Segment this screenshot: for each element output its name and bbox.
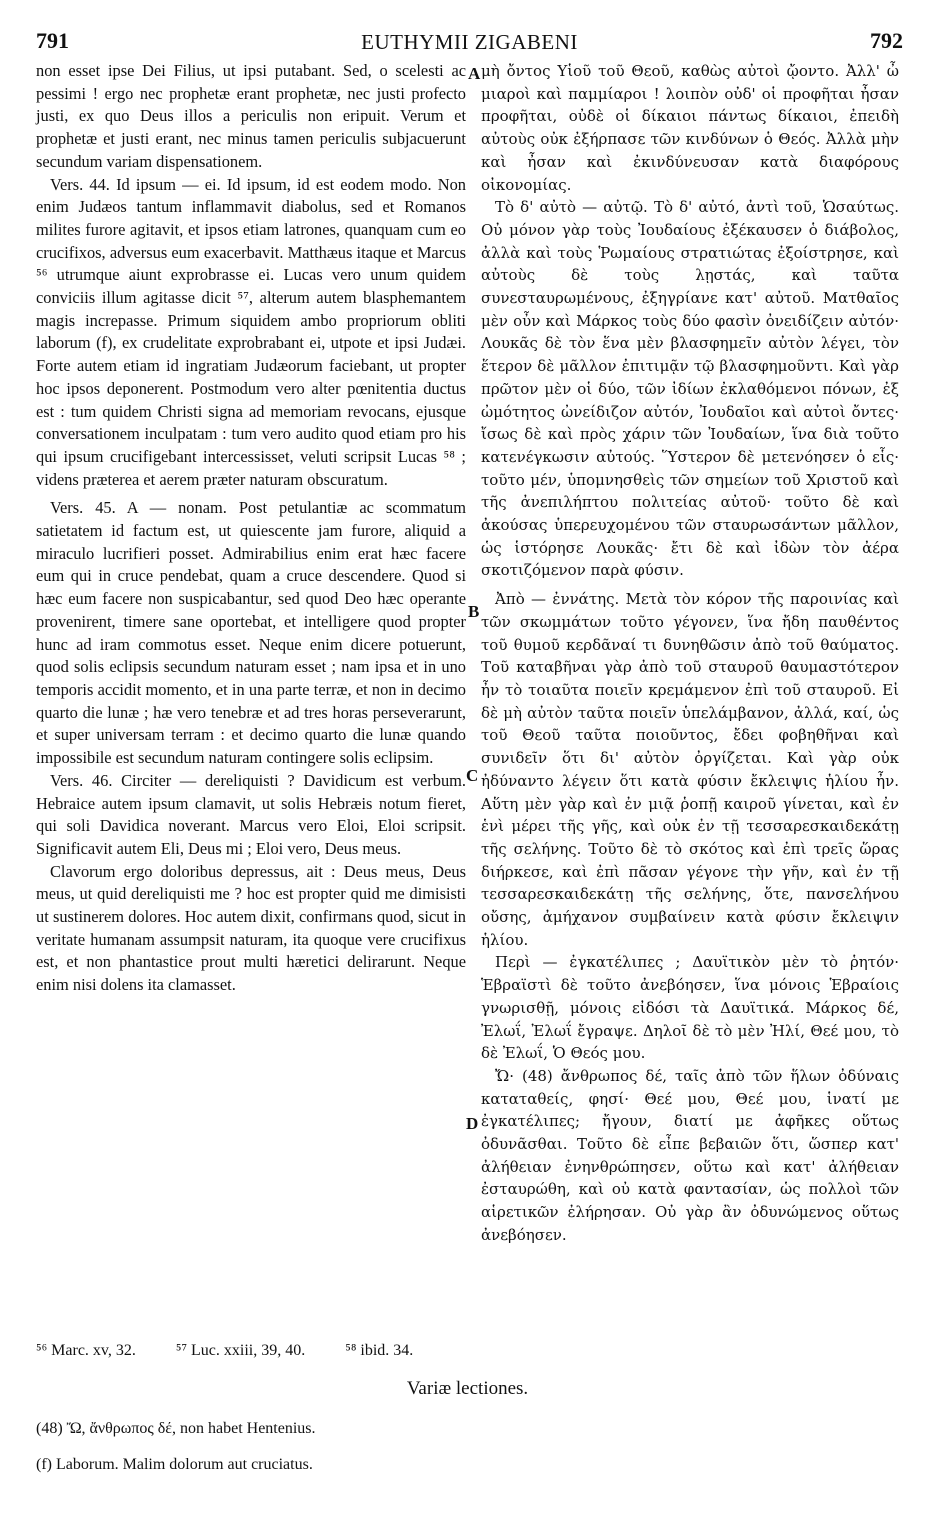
variant-note-f: (f) Laborum. Malim dolorum aut cruciatus. bbox=[36, 1456, 313, 1473]
greek-paragraph: Περὶ — ἐγκατέλιπες ; Δαυϊτικὸν μὲν τὸ ῥητόν· Ἑβραϊστὶ δὲ τοῦτο ἀνεβόησεν, ἵνα μόνοις Ἑβραίοις γνωρισθῇ, μόνοις εἰδόσι τὰ Δαυϊτικά. Μάρκος δέ, Ἐλωΐ, Ἐλωΐ ἔγραψε. Δηλοῖ δὲ τὸ μὲν Ἠλί, Θεέ μου, τὸ δὲ Ἐλωΐ, Ὁ Θεός μου. bbox=[481, 953, 899, 1063]
page-number-left: 791 bbox=[36, 28, 69, 53]
running-title: EUTHYMII ZIGABENI bbox=[361, 30, 578, 54]
greek-paragraph: Τὸ δ' αὐτὸ — αὐτῷ. Τὸ δ' αὐτό, ἀντὶ τοῦ, Ὡσαύτως. Οὐ μόνον γὰρ τοὺς Ἰουδαίους ἐξέκαυσεν ὁ διάβολος, ἀλλὰ καὶ τοὺς Ῥωμαίους στρατιώτας ἐξοίστρησε, καὶ αὐτοὺς δὲ τοὺς λῃστάς, καὶ ταῦτα συνεσταυρωμένους, ἐξηγρίανε κατ' αὐτοῦ. Ματθαῖος μὲν οὖν καὶ Μάρκος τοὺς δύο φασὶν ὀνειδίζειν αὐτόν· Λουκᾶς δὲ τὸν ἕνα μὲν βλασφημεῖν αὐτὸν λέγει, τὸν ἕτερον δὲ μᾶλλον ἐπιτιμᾷν τῷ βλασφημοῦντι. Καὶ γὰρ πρῶτον μὲν οἱ δύο, τῶν ἰδίων ἐκλαθόμενοι πόνων, ἐξ ὠμότητος ὠνείδιζον αὐτόν, Ἰουδαῖοι καὶ αὐτοὶ ὄντες· ἴσως δὲ καὶ πρὸς χάριν τῶν Ἰουδαίων, ἵνα διὰ τοῦτο κατενέγκωσιν αὐτούς. Ὕστερον δὲ μετενόησεν ὁ εἷς· τοῦτο μέν, ὑπομνησθεὶς τῶν σημείων τοῦ Χριστοῦ καὶ τῆς ἀνεπιλήπτου πολιτείας αὐτοῦ· τοῦτο δὲ καὶ ἀκούσας ὑπερευχομένου τῶν σταυρωσάντων μᾶλλον, ὡς ἱστόρησε Λουκᾶς· ἔτι δὲ καὶ ἰδὼν τὸν ἀέρα σκοτιζόμενον παρὰ φύσιν. bbox=[481, 198, 899, 580]
footnote-ref: ⁵⁷ Luc. xxiii, 39, 40. bbox=[175, 1342, 306, 1359]
latin-paragraph: Vers. 45. A — nonam. Post petulantiæ ac scommatum satietatem id factum est, ut quiescente jam furore, aliquid a miraculo lucrifieri posset. Admirabilius enim erat hæc facere eum qui in cruce pendebat, quam a cruce descendere. Quod si hæc eum facere non suspicabantur, sed quod Deo hæc operante provenirent, timere sane oportebat, et intelligere quod propter hunc ad iram commotus esset. Neque enim dicere potuerunt, quod solis eclipsis secundum naturam esset ; nam ipsa et in uno temporis accidit momento, et in una parte terræ, et non in decimo quarto die lunæ ; hæ vero tenebræ et ad tres horas perseverarunt, et super universam terram : et decimo quarto die lunæ quando impossibile est secundum naturam contingere solis eclipsim. bbox=[36, 498, 466, 768]
margin-letter-b: B bbox=[468, 602, 480, 621]
latin-paragraph: non esset ipse Dei Filius, ut ipsi putabant. Sed, o scelesti ac pessimi ! ergo nec prophetæ erant prophetæ, nec justi profecto justi, ex quo Deus illos a periculis non eripuit. Verum et prophetæ et justi erant, nec minus tamen periculis subjacuerunt secundum variam dispensationem. bbox=[36, 61, 466, 171]
latin-paragraph: Clavorum ergo doloribus depressus, ait : Deus meus, Deus meus, ut quid dereliquisti me ? hoc est propter quid me dimisisti ut sustinerem dolores. Hoc autem dixit, confirmans quod, sicut in veritate humanam assumpsit naturam, ita quoque vere crucifixus est, et non phantastice prout multi hæretici delirarunt. Neque enim nisi dolens ita clamasset. bbox=[36, 861, 466, 995]
greek-paragraph: μὴ ὄντος Υἱοῦ τοῦ Θεοῦ, καθὼς αὐτοὶ ᾤοντο. Ἀλλ' ὦ μιαροὶ καὶ παμμίαροι ! λοιπὸν οὐδ' οἱ προφῆται ἦσαν προφῆται, οὐδὲ οἱ δίκαιοι πάντως δίκαιοι, ἐπειδὴ αὐτοὺς οὐκ ἐξήρπασε τῶν κινδύνων ὁ Θεός. Ἀλλὰ μὴν καὶ ἦσαν καὶ ἐκινδύνευσαν κατὰ διαφόρους οἰκονομίας. bbox=[481, 62, 899, 194]
margin-letter-a: A bbox=[468, 64, 481, 83]
latin-column bbox=[36, 60, 466, 997]
greek-column bbox=[481, 60, 899, 1247]
greek-paragraph: Ὤ· (48) ἄνθρωπος δέ, ταῖς ἀπὸ τῶν ἥλων ὀδύναις καταταθείς, φησί· Θεέ μου, Θεέ μου, ἱνατί με ἐγκατέλιπες; ἤγουν, διατί με ἀφῆκες οὕτως ὀδυνᾶσθαι. Τοῦτο δὲ εἶπε βεβαιῶν ὅτι, ὥσπερ κατ' ἀλήθειαν ἐνηνθρώπησεν, οὕτω καὶ κατ' ἀλήθειαν ἐσταυρώθη, καὶ οὐ κατὰ φαντασίαν, ὡς πολλοὶ τῶν αἱρετικῶν ἐλήρησαν. Οὐ γὰρ ἂν ὀδυνώμενος οὕτως ἀνεβόησεν. bbox=[481, 1066, 899, 1244]
margin-letter-d: D bbox=[466, 1114, 479, 1133]
page-number-right: 792 bbox=[870, 28, 903, 53]
variae-lectiones-heading: Variæ lectiones. bbox=[406, 1378, 529, 1399]
footnote-ref: ⁵⁶ Marc. xv, 32. bbox=[36, 1342, 136, 1359]
running-header bbox=[36, 28, 903, 58]
margin-letter-c: C bbox=[466, 766, 479, 785]
latin-paragraph: Vers. 44. Id ipsum — ei. Id ipsum, id est eodem modo. Non enim Judæos tantum inflammavit diabolus, sed et Romanos milites furore agitavit, et ipsos etiam latrones, quanquam cum eo crucifixos, adversus eum exacerbavit. Matthæus itaque et Marcus ⁵⁶ utrumque aiunt exprobrasse ei. Lucas vero unum quidem conviciis illum agitasse dicit ⁵⁷, alterum autem blasphemantem magis increpasse. Primum siquidem ambo propriorum obliti laborum (f), ex crudelitate exprobrabant ei, utpote et ipsi Judæi. Forte autem etiam id ingratiam Judæorum faciebant, ut propter hoc ipsos deponerent. Postmodum vero alter pœnitentia ductus est : tum quidem Christi signa ad memoriam revocans, ejusque conversationem inculpatam : tum vero audito quod etiam pro his qui ipsum crucifigebant intercessisset, veluti scripsit Lucas ⁵⁸ ; videns præterea et aerem præter naturam obscuratum. bbox=[36, 174, 466, 489]
variant-note-48: (48) Ὤ, ἄνθρωπος δέ, non habet Hentenius. bbox=[36, 1420, 316, 1437]
footnote-references bbox=[36, 1342, 903, 1360]
greek-paragraph: Ἀπὸ — ἐννάτης. Μετὰ τὸν κόρον τῆς παροινίας καὶ τῶν σκωμμάτων τοῦτο γέγονεν, ἵνα ἤδη παυθέντος τοῦ θυμοῦ κερδᾶναί τι δυνηθῶσιν ἀπὸ τοῦ θαύματος. Τοῦ καταβῆναι γὰρ ἀπὸ τοῦ σταυροῦ θαυμαστότερον ἦν τὸ τοιαῦτα ποιεῖν κρεμάμενον ἐπὶ τοῦ σταυροῦ. Εἰ δὲ μὴ αὐτὸν ταῦτα ποιεῖν ὑπελάμβανον, ἀλλά, καί, ὡς τοῦ Θεοῦ ταῦτα ποιοῦντος, ἔδει φοβηθῆναι καὶ συνιδεῖν ὅτι δι' αὐτὸν ὀργίζεται. Καὶ γὰρ οὐκ ἠδύναντο λέγειν ὅτι κατὰ φύσιν ἔκλειψις ἡλίου ἦν. Αὕτη μὲν γὰρ καὶ ἐν μιᾷ ῥοπῇ καιροῦ γίνεται, καὶ ἐν ἑνὶ μέρει τῆς γῆς, καὶ οὐκ ἐν τῇ τεσσαρεσκαιδεκάτῃ τῆς σελήνης. Τοῦτο δὲ τὸ σκότος καὶ ἐπὶ τρεῖς ὥρας διήρκεσε, καὶ ἐπὶ πᾶσαν γέγονε τὴν γῆν, καὶ ἐν τῇ τεσσαρεσκαιδεκάτῃ τῆς σελήνης, ὅτε, πανσελήνου οὔσης, ἀμήχανον συμβαίνειν κατὰ φύσιν ἔκλειψιν ἡλίου. bbox=[481, 590, 899, 949]
footnote-ref: ⁵⁸ ibid. 34. bbox=[345, 1342, 414, 1359]
latin-paragraph: Vers. 46. Circiter — dereliquisti ? Davidicum est verbum. Hebraice autem ipsum clamavit, ut solis Hebræis notum fieret, qui soli Davidica noverant. Marcus vero Eloi, Eloi scripsit. Significavit autem Eli, Deus mi ; Eloi vero, Deus meus. bbox=[36, 770, 466, 858]
